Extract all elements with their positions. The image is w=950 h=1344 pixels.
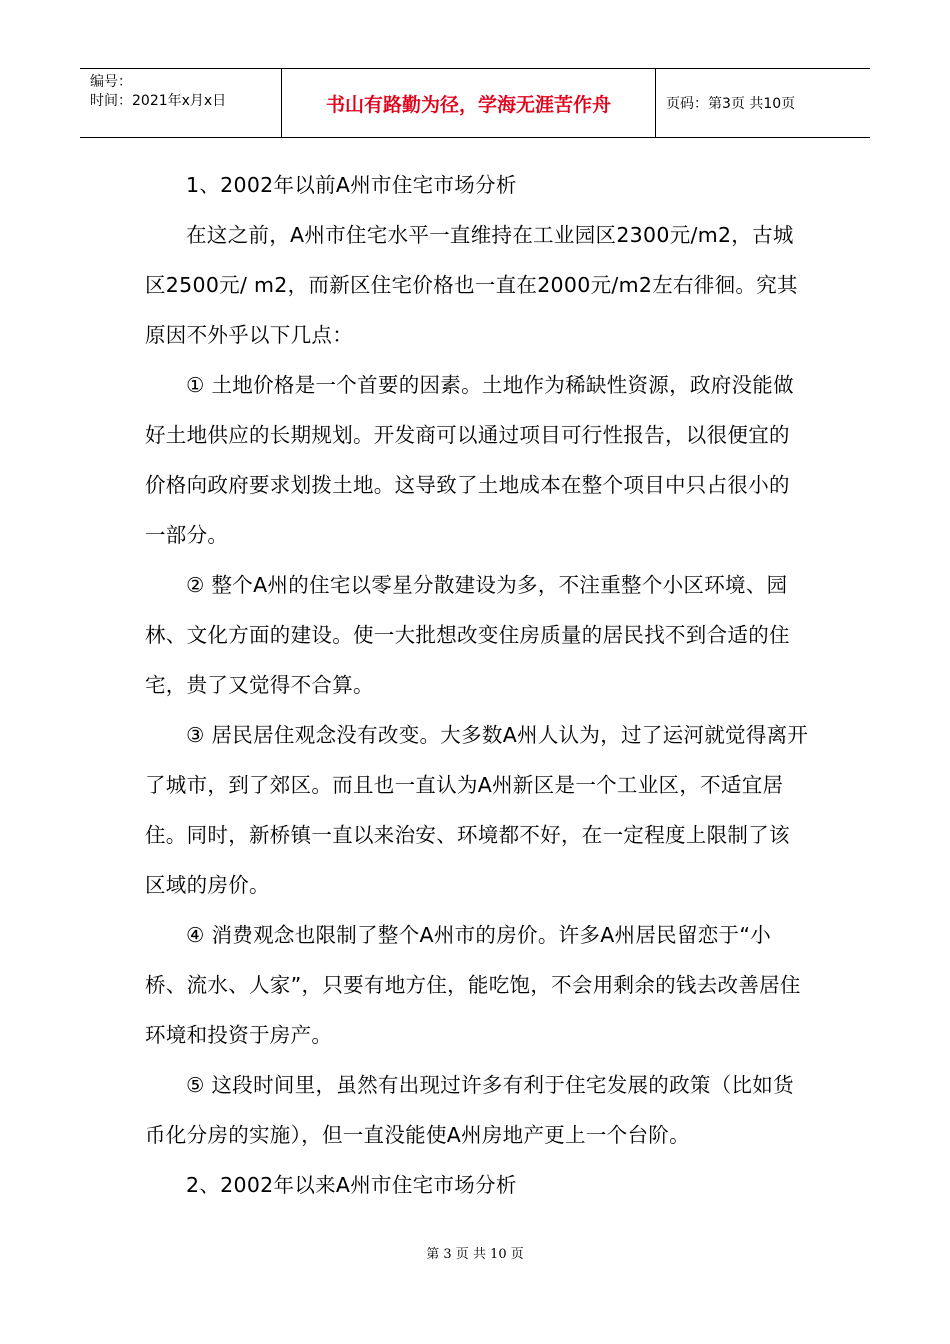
header-meta [80, 69, 282, 137]
reason-paragraph-1: ① 土地价格是一个首要的因素。土地作为稀缺性资源，政府没能做好土地供应的长期规划。开发商可以通过项目可行性报告，以很便宜的价格向政府要求划拨土地。这导致了土地成本在整个项目中只占很小的一部分。 [145, 373, 794, 547]
page-header [80, 68, 870, 138]
document-date-label: 时间：2021年x月x日 [90, 93, 227, 109]
reason-paragraph-2: ② 整个A州的住宅以零星分散建设为多，不注重整个小区环境、园林、文化方面的建设。使一大批想改变住房质量的居民找不到合适的住宅，贵了又觉得不合算。 [145, 573, 790, 697]
reason-paragraph-4: ④ 消费观念也限制了整个A州市的房价。许多A州居民留恋于“小桥、流水、人家”，只要有地方住，能吃饱，不会用剩余的钱去改善居住环境和投资于房产。 [145, 923, 801, 1047]
section-heading-2: 2、2002年以来A州市住宅市场分析 [186, 1173, 517, 1197]
intro-paragraph: 在这之前，A州市住宅水平一直维持在工业园区2300元/m2，古城区2500元/ m2，而新区住宅价格也一直在2000元/m2左右徘徊。究其原因不外乎以下几点： [145, 223, 798, 347]
reason-paragraph-5: ⑤ 这段时间里，虽然有出现过许多有利于住宅发展的政策（比如货币化分房的实施），但一直没能使A州房地产更上一个台阶。 [145, 1073, 794, 1147]
header-motto: 书山有路勤为径，学海无涯苦作舟 [282, 69, 656, 137]
page-footer: 第 3 页 共 10 页 [426, 1247, 524, 1262]
reason-paragraph-3: ③ 居民居住观念没有改变。大多数A州人认为，过了运河就觉得离开了城市，到了郊区。而且也一直认为A州新区是一个工业区，不适宜居住。同时，新桥镇一直以来治安、环境都不好，在一定程度上限制了该区域的房价。 [145, 723, 809, 897]
document-body [145, 160, 810, 1210]
document-number-label: 编号： [90, 74, 132, 90]
header-page-label: 页码：第3页 共10页 [666, 96, 796, 112]
section-heading-1: 1、2002年以前A州市住宅市场分析 [186, 173, 517, 197]
